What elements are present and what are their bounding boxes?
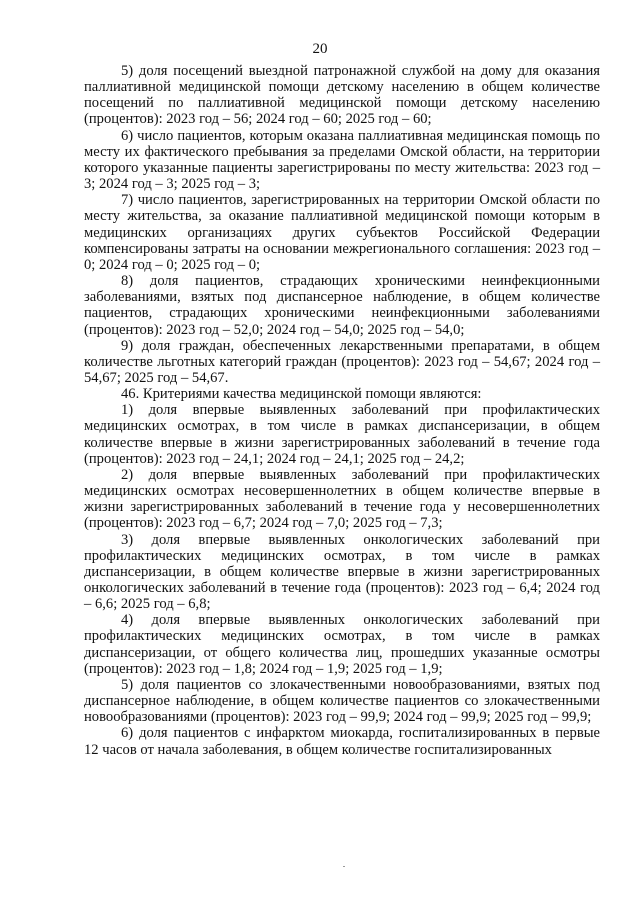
paragraph-item-9-medicine-provision: 9) доля граждан, обеспеченных лекарственными препаратами, в общем количестве льготных категорий граждан (процентов): 2023 год – 54,67; 2024 год – 54,67; 2025 год – 54,67. (84, 337, 600, 386)
paragraph-criterion-3: 3) доля впервые выявленных онкологических заболеваний при профилактических медицинских осмотрах, в том числе в рамках диспансеризации, в общем количестве впервые в жизни зарегистрированных онкологических заболеваний в течение года (процентов): 2023 год – 6,4; 2024 год – 6,6; 2025 год – 6,8; (84, 531, 600, 613)
paragraph-item-5-palliative-visits: 5) доля посещений выездной патронажной службой на дому для оказания паллиативной медицинской помощи детскому населению в общем количестве посещений по паллиативной медицинской помощи детскому населению (процентов): 2023 год – 56; 2024 год – 60; 2025 год – 60; (84, 63, 600, 128)
paragraph-item-8-chronic-diseases: 8) доля пациентов, страдающих хроническими неинфекционными заболеваниями, взятых под диспансерное наблюдение, в общем количестве пациентов, страдающих хроническими неинфекционными заболеваниями (процентов): 2023 год – 52,0; 2024 год – 54,0; 2025 год – 54,0; (84, 273, 600, 338)
paragraph-criterion-5: 5) доля пациентов со злокачественными новообразованиями, взятых под диспансерное наблюдение, в общем количестве пациентов со злокачественными новообразованиями (процентов): 2023 год – 99,9; 2024 год – 99,9; 2025 год – 99,9; (84, 676, 600, 726)
paragraph-item-7-palliative-other-regions: 7) число пациентов, зарегистрированных на территории Омской области по месту жительства, за оказание паллиативной медицинской помощи которым в медицинских организациях других субъектов Российской Федерации компенсированы затраты на основании межрегионального соглашения: 2023 год – 0; 2024 год – 0; 2025 год – 0; (84, 192, 600, 273)
scan-dot-mark (343, 866, 345, 867)
document-body (84, 63, 600, 758)
page-number: 20 (312, 41, 328, 57)
paragraph-criterion-2: 2) доля впервые выявленных заболеваний при профилактических медицинских осмотрах несовершеннолетних в общем количестве впервые в жизни зарегистрированных заболеваний в течение года у несовершеннолетних (процентов): 2023 год – 6,7; 2024 год – 7,0; 2025 год – 7,3; (84, 466, 600, 532)
paragraph-criterion-1: 1) доля впервые выявленных заболеваний при профилактических медицинских осмотрах, в том числе в рамках диспансеризации, в общем количестве впервые в жизни зарегистрированных заболеваний в течение года (процентов): 2023 год – 24,1; 2024 год – 24,1; 2025 год – 24,2; (84, 402, 600, 467)
paragraph-item-6-palliative-outside-region: 6) число пациентов, которым оказана паллиативная медицинская помощь по месту их фактического пребывания за пределами Омской области, на территории которого указанные пациенты зарегистрированы по месту жительства: 2023 год – 3; 2024 год – 3; 2025 год – 3; (84, 127, 600, 193)
section-heading-46-quality-criteria: 46. Критериями качества медицинской помощи являются: (121, 386, 482, 403)
paragraph-criterion-4: 4) доля впервые выявленных онкологических заболеваний при профилактических медицинских осмотрах, в том числе в рамках диспансеризации, от общего количества лиц, прошедших указанные осмотры (процентов): 2023 год – 1,8; 2024 год – 1,9; 2025 год – 1,9; (84, 612, 600, 677)
paragraph-criterion-6: 6) доля пациентов с инфарктом миокарда, госпитализированных в первые 12 часов от начала заболевания, в общем количестве госпитализированных (84, 725, 600, 758)
